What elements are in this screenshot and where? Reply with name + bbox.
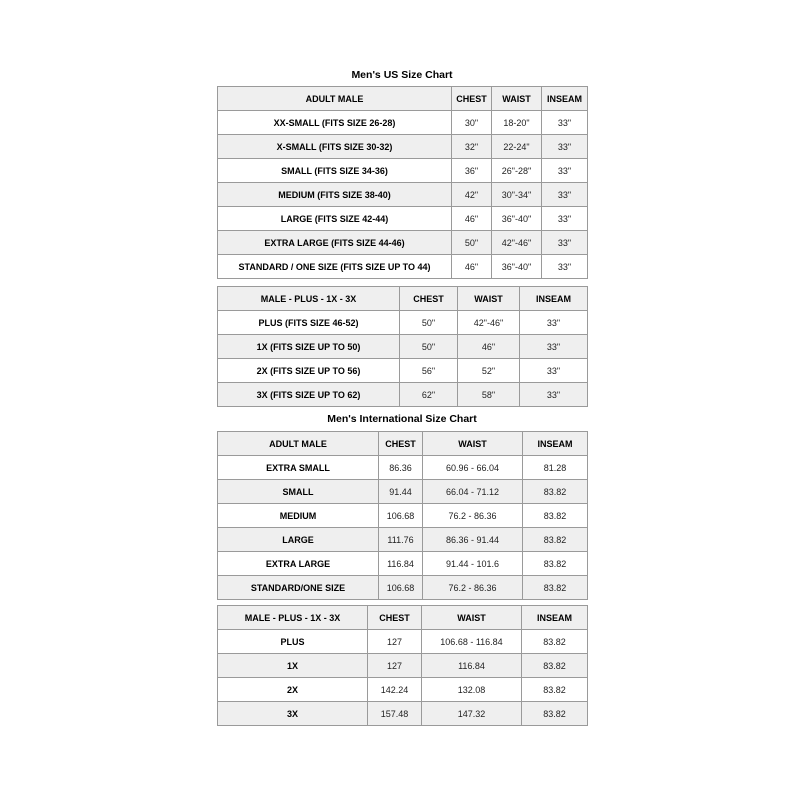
intl-adult-male-table [217,431,588,600]
measurement-cell: 147.32 [422,702,522,726]
measurement-cell: 86.36 - 91.44 [423,528,523,552]
measurement-cell: 81.28 [523,456,588,480]
size-name-cell: 2X (FITS SIZE UP TO 56) [218,359,400,383]
measurement-cell: 83.82 [522,630,588,654]
measurement-cell: 111.76 [379,528,423,552]
measurement-cell: 106.68 [379,504,423,528]
column-header: CHEST [368,606,422,630]
column-header: ADULT MALE [218,432,379,456]
measurement-cell: 56" [400,359,458,383]
size-name-cell: STANDARD / ONE SIZE (FITS SIZE UP TO 44) [218,255,452,279]
measurement-cell: 33" [542,135,588,159]
measurement-cell: 42" [452,183,492,207]
measurement-cell: 33" [520,359,588,383]
column-header: WAIST [458,287,520,311]
measurement-cell: 30"-34" [492,183,542,207]
us-male-plus-table [217,286,588,407]
column-header: CHEST [452,87,492,111]
measurement-cell: 33" [542,255,588,279]
measurement-cell: 36" [452,159,492,183]
column-header: INSEAM [520,287,588,311]
table-row [218,111,588,135]
table-row [218,207,588,231]
measurement-cell: 33" [520,383,588,407]
table-row [218,135,588,159]
intl-male-plus-table [217,605,588,726]
measurement-cell: 58" [458,383,520,407]
column-header: INSEAM [522,606,588,630]
measurement-cell: 76.2 - 86.36 [423,504,523,528]
size-name-cell: LARGE [218,528,379,552]
measurement-cell: 46" [458,335,520,359]
measurement-cell: 50" [400,311,458,335]
us-size-chart-title: Men's US Size Chart [351,69,453,81]
measurement-cell: 46" [452,255,492,279]
table-row [218,678,588,702]
measurement-cell: 127 [368,654,422,678]
measurement-cell: 132.08 [422,678,522,702]
measurement-cell: 30" [452,111,492,135]
measurement-cell: 91.44 [379,480,423,504]
measurement-cell: 50" [400,335,458,359]
table-row [218,480,588,504]
size-name-cell: PLUS (FITS SIZE 46-52) [218,311,400,335]
measurement-cell: 36"-40" [492,207,542,231]
table-row [218,183,588,207]
size-name-cell: 1X (FITS SIZE UP TO 50) [218,335,400,359]
measurement-cell: 22-24" [492,135,542,159]
measurement-cell: 83.82 [522,678,588,702]
size-name-cell: EXTRA SMALL [218,456,379,480]
measurement-cell: 66.04 - 71.12 [423,480,523,504]
measurement-cell: 83.82 [523,552,588,576]
size-name-cell: EXTRA LARGE (FITS SIZE 44-46) [218,231,452,255]
measurement-cell: 36"-40" [492,255,542,279]
size-name-cell: PLUS [218,630,368,654]
measurement-cell: 91.44 - 101.6 [423,552,523,576]
table-header-row [218,606,588,630]
column-header: ADULT MALE [218,87,452,111]
table-header-row [218,287,588,311]
size-name-cell: MEDIUM [218,504,379,528]
size-name-cell: 3X [218,702,368,726]
measurement-cell: 83.82 [523,576,588,600]
table-row [218,702,588,726]
size-name-cell: STANDARD/ONE SIZE [218,576,379,600]
table-header-row [218,87,588,111]
measurement-cell: 76.2 - 86.36 [423,576,523,600]
measurement-cell: 26"-28" [492,159,542,183]
measurement-cell: 33" [520,311,588,335]
measurement-cell: 127 [368,630,422,654]
measurement-cell: 142.24 [368,678,422,702]
column-header: MALE - PLUS - 1X - 3X [218,287,400,311]
column-header: INSEAM [523,432,588,456]
table-row [218,335,588,359]
table-row [218,456,588,480]
measurement-cell: 42"-46" [492,231,542,255]
measurement-cell: 83.82 [523,528,588,552]
measurement-cell: 33" [520,335,588,359]
table-row [218,231,588,255]
table-row [218,654,588,678]
measurement-cell: 60.96 - 66.04 [423,456,523,480]
measurement-cell: 18-20" [492,111,542,135]
measurement-cell: 33" [542,183,588,207]
measurement-cell: 106.68 - 116.84 [422,630,522,654]
measurement-cell: 33" [542,231,588,255]
table-row [218,630,588,654]
measurement-cell: 157.48 [368,702,422,726]
size-name-cell: SMALL (FITS SIZE 34-36) [218,159,452,183]
us-adult-male-table [217,86,588,279]
column-header: MALE - PLUS - 1X - 3X [218,606,368,630]
column-header: CHEST [400,287,458,311]
measurement-cell: 52" [458,359,520,383]
size-name-cell: LARGE (FITS SIZE 42-44) [218,207,452,231]
size-name-cell: EXTRA LARGE [218,552,379,576]
size-name-cell: 2X [218,678,368,702]
size-name-cell: XX-SMALL (FITS SIZE 26-28) [218,111,452,135]
measurement-cell: 83.82 [523,480,588,504]
size-name-cell: 1X [218,654,368,678]
column-header: WAIST [492,87,542,111]
table-row [218,528,588,552]
measurement-cell: 50" [452,231,492,255]
table-row [218,359,588,383]
column-header: WAIST [422,606,522,630]
measurement-cell: 32" [452,135,492,159]
size-name-cell: 3X (FITS SIZE UP TO 62) [218,383,400,407]
measurement-cell: 83.82 [522,654,588,678]
column-header: INSEAM [542,87,588,111]
measurement-cell: 46" [452,207,492,231]
table-row [218,255,588,279]
measurement-cell: 42"-46" [458,311,520,335]
measurement-cell: 33" [542,111,588,135]
measurement-cell: 62" [400,383,458,407]
measurement-cell: 33" [542,159,588,183]
measurement-cell: 33" [542,207,588,231]
table-row [218,383,588,407]
table-row [218,576,588,600]
column-header: CHEST [379,432,423,456]
intl-size-chart-title: Men's International Size Chart [327,413,477,425]
measurement-cell: 116.84 [379,552,423,576]
measurement-cell: 83.82 [522,702,588,726]
column-header: WAIST [423,432,523,456]
table-row [218,311,588,335]
table-row [218,504,588,528]
measurement-cell: 83.82 [523,504,588,528]
measurement-cell: 86.36 [379,456,423,480]
measurement-cell: 106.68 [379,576,423,600]
measurement-cell: 116.84 [422,654,522,678]
size-name-cell: MEDIUM (FITS SIZE 38-40) [218,183,452,207]
table-row [218,552,588,576]
size-name-cell: X-SMALL (FITS SIZE 30-32) [218,135,452,159]
table-header-row [218,432,588,456]
size-name-cell: SMALL [218,480,379,504]
table-row [218,159,588,183]
